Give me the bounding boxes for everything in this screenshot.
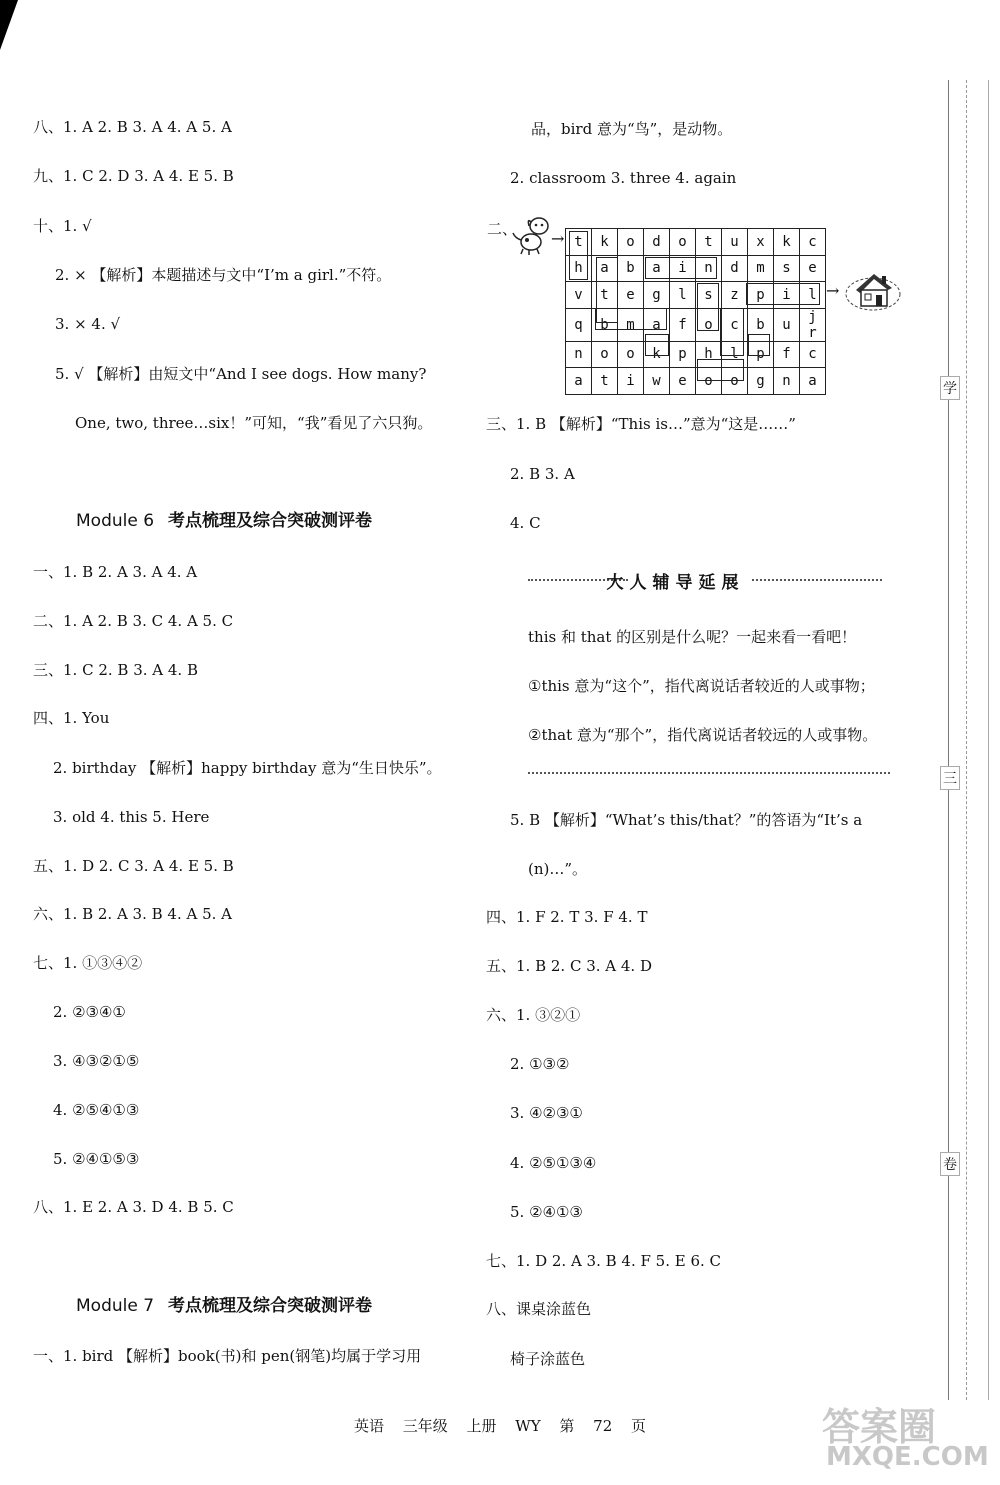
watermark-url: MXQE.COM (826, 1442, 989, 1472)
divider (528, 772, 890, 774)
answer-line: 二、1. A 2. B 3. C 4. A 5. C (33, 612, 234, 630)
maze-cell: e (800, 255, 826, 282)
maze-letter: r (808, 324, 817, 341)
maze-cell: e (618, 282, 644, 309)
maze-cell: p (748, 341, 774, 368)
answer-line: 3. ④③②①⑤ (53, 1052, 140, 1070)
path-box (645, 334, 669, 356)
maze-cell: k (644, 341, 670, 368)
binding-line (948, 80, 949, 1400)
maze-cell: a (800, 368, 826, 395)
maze-cell: c (800, 229, 826, 256)
path-box (720, 308, 744, 356)
maze-cell: k (774, 229, 800, 256)
answer-line: 五、1. B 2. C 3. A 4. D (486, 957, 652, 975)
path-box (569, 231, 588, 280)
answer-line: 4. ②⑤①③④ (510, 1154, 597, 1172)
answer-line: One, two, three…six！”可知，“我”看见了六只狗。 (75, 414, 433, 432)
maze-cell: t (696, 229, 722, 256)
answer-line: 2. × 【解析】本题描述与文中“I’m a girl.”不符。 (55, 266, 392, 284)
maze-cell: m (618, 308, 644, 341)
path-box (748, 334, 770, 356)
section-label: 二、 (487, 220, 518, 238)
answer-line: 4. ②⑤④①③ (53, 1101, 140, 1119)
answer-line: 3. × 4. √ (55, 315, 121, 333)
maze-cell: t (566, 229, 592, 256)
answer-line: 四、1. You (33, 709, 110, 727)
corner-mark (0, 0, 18, 50)
maze-cell: c (800, 341, 826, 368)
maze-cell: f (774, 341, 800, 368)
answer-line: 2. B 3. A (510, 465, 575, 483)
binding-line (966, 80, 967, 1400)
watermark-logo: 答案圈 (822, 1405, 937, 1449)
maze-cell: a (592, 255, 618, 282)
answer-line: 五、1. D 2. C 3. A 4. E 5. B (33, 857, 234, 875)
maze-cell: q (566, 308, 592, 341)
maze-cell: p (670, 341, 696, 368)
answer-line: 一、1. bird 【解析】book(书)和 pen(钢笔)均属于学习用 (33, 1347, 422, 1365)
maze-cell: g (644, 282, 670, 309)
answer-line: 2. ①③② (510, 1055, 570, 1073)
extension-line: ②that 意为“那个”，指代离说话者较远的人或事物。 (528, 726, 878, 744)
arrow-right-icon: → (826, 281, 840, 300)
maze-cell: o (722, 368, 748, 395)
maze-cell: p (748, 282, 774, 309)
margin-label: 三 (940, 766, 960, 790)
maze-cell: s (774, 255, 800, 282)
answer-line: 2. ②③④① (53, 1003, 126, 1021)
maze-cell: c (722, 308, 748, 341)
path-box (595, 308, 667, 330)
answer-line: 九、1. C 2. D 3. A 4. E 5. B (33, 167, 234, 185)
maze-cell: o (618, 341, 644, 368)
maze-cell: o (696, 368, 722, 395)
answer-line: 三、1. C 2. B 3. A 4. B (33, 661, 198, 679)
answer-line: 5. √ 【解析】由短文中“And I see dogs. How many? (55, 365, 427, 383)
maze-cell: l (800, 282, 826, 309)
maze-cell: d (644, 229, 670, 256)
maze-cell: k (592, 229, 618, 256)
maze-cell: m (748, 255, 774, 282)
maze-cell: a (566, 368, 592, 395)
answer-line: 八、课桌涂蓝色 (486, 1300, 592, 1318)
maze-cell: h (566, 255, 592, 282)
house-icon (844, 266, 902, 312)
answer-line: 六、1. ③②① (486, 1006, 581, 1024)
maze-cell: a (644, 255, 670, 282)
maze-cell: f (670, 308, 696, 341)
answer-line: 八、1. E 2. A 3. D 4. B 5. C (33, 1198, 234, 1216)
maze-cell: o (592, 341, 618, 368)
maze-cell: s (696, 282, 722, 309)
answer-line: 六、1. B 2. A 3. B 4. A 5. A (33, 905, 233, 923)
module-label: Module 7 (76, 1296, 155, 1316)
answer-line: (n)…”。 (528, 860, 588, 878)
maze-cell: t (592, 368, 618, 395)
answer-line: 四、1. F 2. T 3. F 4. T (486, 908, 648, 926)
path-box (697, 359, 744, 381)
answer-line: 七、1. D 2. A 3. B 4. F 5. E 6. C (486, 1252, 722, 1270)
maze-cell: h (696, 341, 722, 368)
answer-line: 4. C (510, 514, 541, 532)
maze-cell: e (670, 368, 696, 395)
answer-line: 品，bird 意为“鸟”，是动物。 (531, 120, 733, 138)
answer-line: 八、1. A 2. B 3. A 4. A 5. A (33, 118, 232, 136)
maze-cell: u (722, 229, 748, 256)
path-box (645, 257, 717, 279)
maze-cell: l (722, 341, 748, 368)
divider (752, 579, 882, 581)
maze-cell: i (618, 368, 644, 395)
margin-label: 学 (940, 376, 960, 400)
answer-line: 三、1. B 【解析】“This is…”意为“这是……” (486, 415, 796, 433)
answer-line: 2. classroom 3. three 4. again (510, 169, 737, 187)
path-box (697, 283, 719, 331)
maze-cell: z (722, 282, 748, 309)
extension-title: 大人辅导延展 (606, 573, 745, 593)
maze-cell: a (644, 308, 670, 341)
module-heading (76, 510, 372, 532)
maze-cell: d (722, 255, 748, 282)
path-box (746, 283, 820, 305)
answer-line: 十、1. √ (33, 217, 92, 235)
maze-cell: w (644, 368, 670, 395)
maze-cell: n (696, 255, 722, 282)
maze-cell: o (696, 308, 722, 341)
answer-line: 5. B 【解析】“What’s this/that？”的答语为“It’s a (510, 811, 863, 829)
answer-line: 3. ④②③① (510, 1104, 583, 1122)
answer-line: 一、1. B 2. A 3. A 4. A (33, 563, 198, 581)
module-title: 考点梳理及综合突破测评卷 (168, 1296, 373, 1316)
module-heading (76, 1295, 372, 1317)
maze-cell: b (592, 308, 618, 341)
module-title: 考点梳理及综合突破测评卷 (168, 511, 373, 531)
maze-cell: b (748, 308, 774, 341)
answer-line: 5. ②④①③ (510, 1203, 583, 1221)
page-footer: 英语 三年级 上册 WY 第 72 页 (353, 1417, 647, 1435)
maze-cell: n (774, 368, 800, 395)
margin-label: 卷 (940, 1152, 960, 1176)
maze-cell: u (774, 308, 800, 341)
module-label: Module 6 (76, 511, 155, 531)
maze-cell (800, 308, 826, 341)
maze-cell: n (566, 341, 592, 368)
arrow-right-icon: → (551, 229, 565, 248)
answer-line: 椅子涂蓝色 (510, 1350, 586, 1368)
answer-line: 5. ②④①⑤③ (53, 1150, 140, 1168)
maze-cell: o (670, 229, 696, 256)
answer-line: 3. old 4. this 5. Here (53, 808, 210, 826)
maze-cell: v (566, 282, 592, 309)
maze-cell: i (774, 282, 800, 309)
binding-line (988, 80, 989, 1400)
extension-line: this 和 that 的区别是什么呢？一起来看一看吧！ (528, 628, 857, 646)
maze-cell: t (592, 282, 618, 309)
extension-line: ①this 意为“这个”，指代离说话者较近的人或事物； (528, 677, 875, 695)
maze-letter: j (808, 308, 817, 325)
answer-line: 七、1. ①③④② (33, 954, 143, 972)
maze-cell: l (670, 282, 696, 309)
maze-cell: b (618, 255, 644, 282)
maze-cell: i (670, 255, 696, 282)
maze-cell: x (748, 229, 774, 256)
maze-cell: o (618, 229, 644, 256)
answer-line: 2. birthday 【解析】happy birthday 意为“生日快乐”。 (53, 759, 442, 777)
maze-cell: g (748, 368, 774, 395)
